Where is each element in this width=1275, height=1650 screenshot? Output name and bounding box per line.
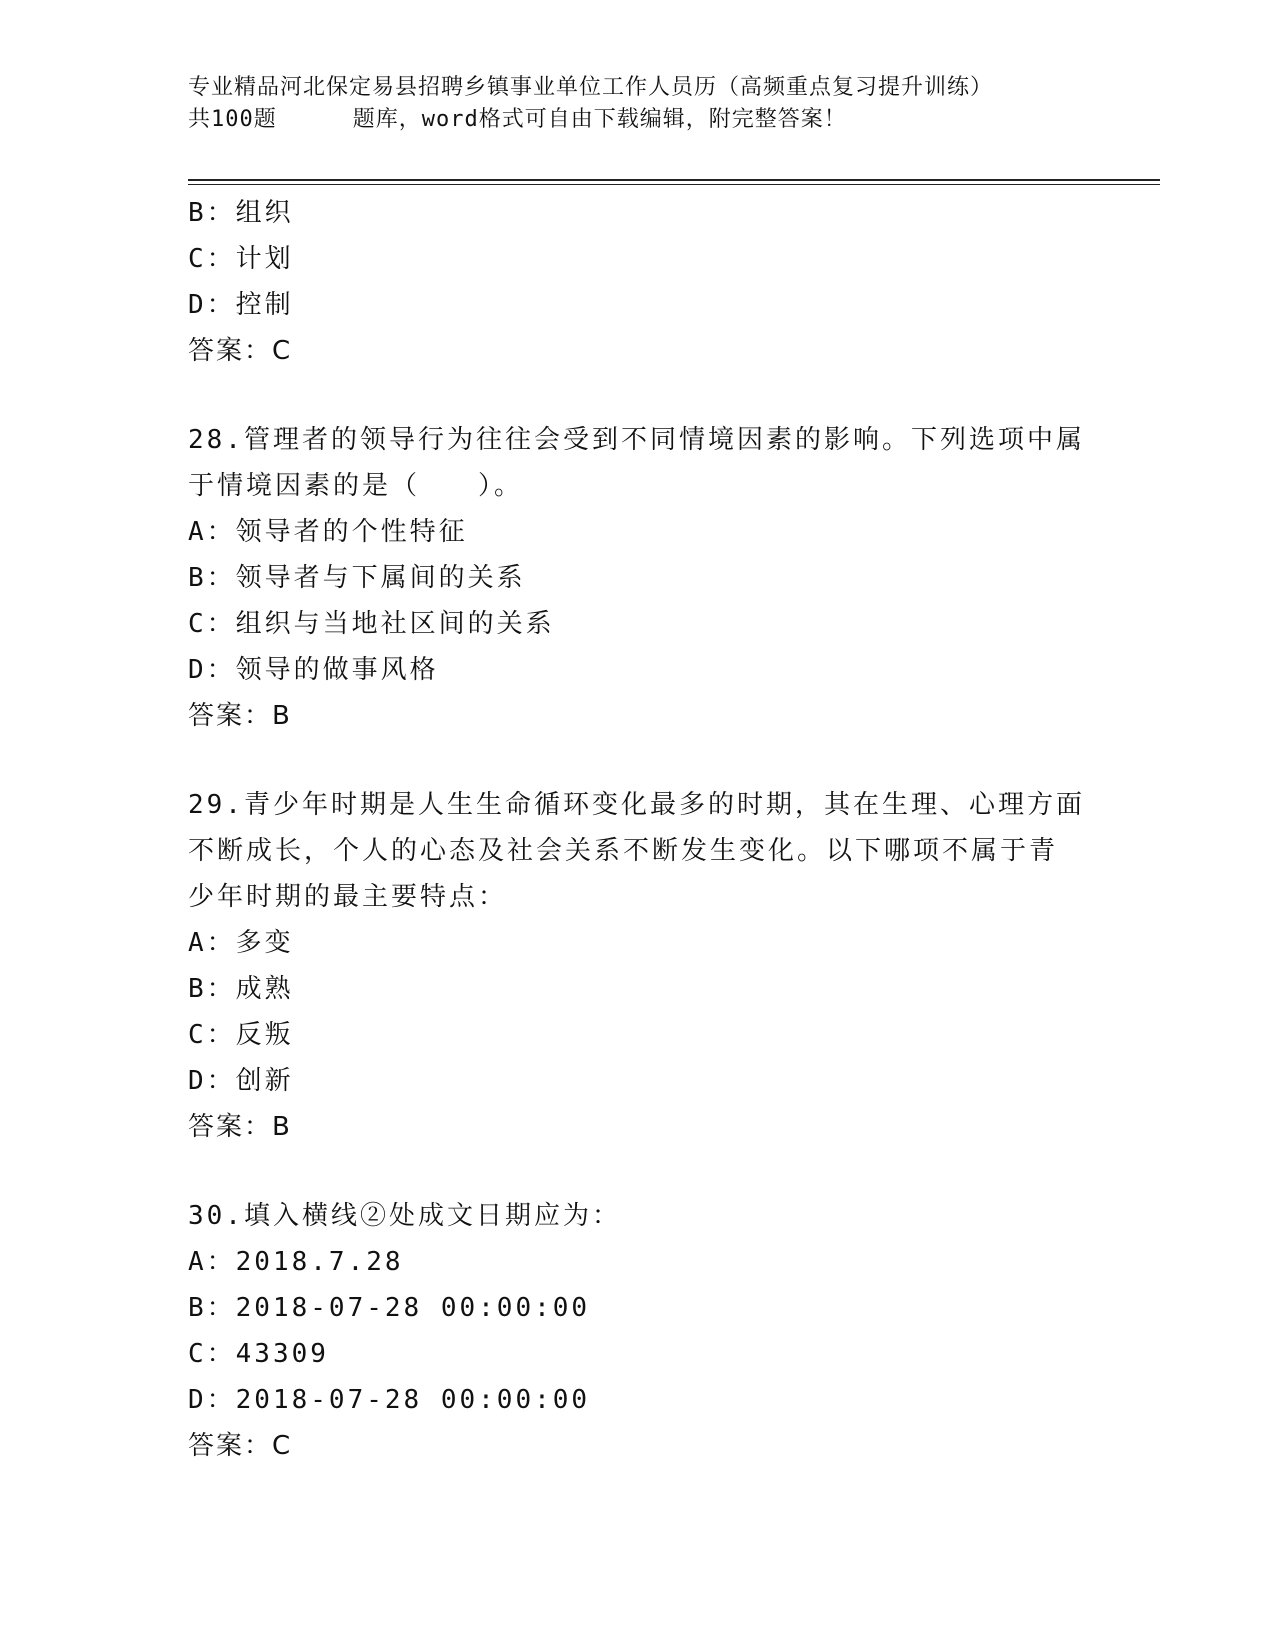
header-note: 题库，word格式可自由下载编辑，附完整答案！ [352, 107, 847, 132]
answer-option: D：2018-07-28 00:00:00 [188, 1385, 591, 1415]
answer-key: 答案：B [188, 701, 292, 731]
answer-option: C：计划 [188, 244, 294, 274]
answer-option: C：组织与当地社区间的关系 [188, 609, 555, 639]
question-text: 于情境因素的是（ ）。 [188, 471, 524, 501]
answer-option: B：成熟 [188, 974, 294, 1004]
question-text: 30.填入横线②处成文日期应为： [188, 1201, 621, 1231]
answer-option: A：领导者的个性特征 [188, 517, 468, 547]
answer-option: B：组织 [188, 198, 294, 228]
answer-option: C：43309 [188, 1339, 329, 1369]
header-count: 共100题 [188, 107, 277, 132]
block-spacer [188, 1150, 1088, 1193]
answer-key: 答案：C [188, 336, 293, 366]
question-block [188, 374, 1088, 739]
answer-option: A：多变 [188, 928, 294, 958]
answer-option: C：反叛 [188, 1020, 294, 1050]
document-header [188, 72, 1088, 136]
answer-option: B：2018-07-28 00:00:00 [188, 1293, 591, 1323]
answer-key: 答案：C [188, 1431, 293, 1461]
question-text: 28.管理者的领导行为往往会受到不同情境因素的影响。下列选项中属 [188, 425, 1085, 455]
question-block [188, 1150, 1088, 1469]
answer-option: D：控制 [188, 290, 294, 320]
answer-key: 答案：B [188, 1112, 292, 1142]
header-divider-thick [188, 179, 1160, 181]
question-block [188, 190, 1088, 374]
question-block [188, 739, 1088, 1150]
question-list [188, 190, 1088, 1469]
answer-option: D：创新 [188, 1066, 294, 1096]
block-spacer [188, 374, 1088, 417]
header-divider-thin [188, 184, 1160, 185]
answer-option: A：2018.7.28 [188, 1247, 404, 1277]
answer-option: B：领导者与下属间的关系 [188, 563, 526, 593]
question-text: 29.青少年时期是人生生命循环变化最多的时期，其在生理、心理方面 [188, 790, 1085, 820]
answer-option: D：领导的做事风格 [188, 655, 439, 685]
block-spacer [188, 739, 1088, 782]
question-text: 不断成长，个人的心态及社会关系不断发生变化。以下哪项不属于青 [188, 836, 1059, 866]
header-title: 专业精品河北保定易县招聘乡镇事业单位工作人员历（高频重点复习提升训练） [188, 75, 994, 100]
question-text: 少年时期的最主要特点： [188, 882, 508, 912]
header-subtitle [188, 104, 1088, 136]
